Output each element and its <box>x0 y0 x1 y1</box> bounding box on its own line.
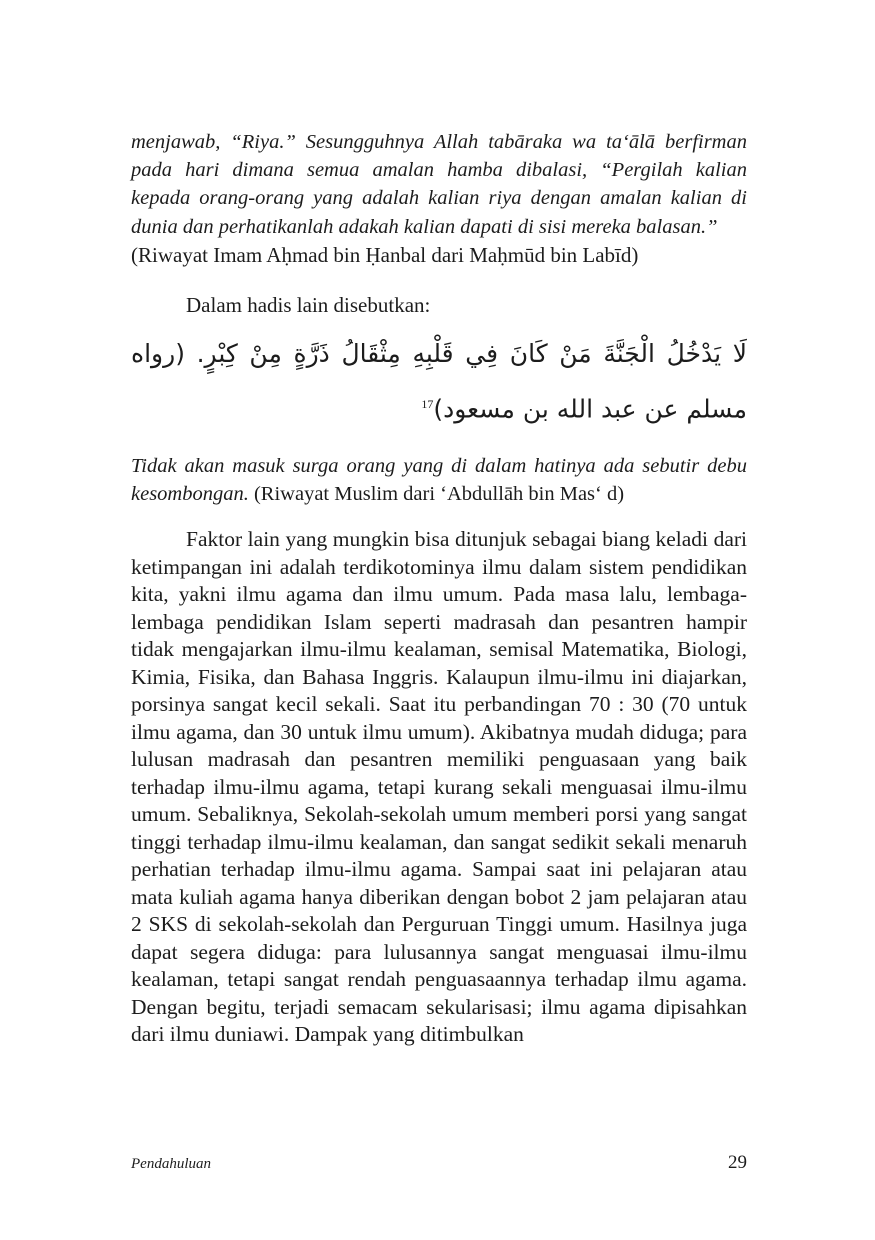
translation-italic: Tidak akan masuk surga orang yang di dalam hatinya ada sebutir debu kesombongan. <box>131 455 747 506</box>
intro-line: Dalam hadis lain disebutkan: <box>186 292 431 317</box>
running-title: Pendahuluan <box>131 1156 211 1172</box>
hadith-quote-italic: menjawab, “Riya.” Sesungguhnya Allah tabāraka wa ta‘ālā berfirman pada hari dimana semua amalan hamba dibalasi, “Pergilah kalian kepada orang-orang yang adalah kalian riya dengan amalan kalian di dunia dan perhatikanlah adakah kalian dapati di sisi mereka balasan.” <box>131 131 747 238</box>
translation-citation: (Riwayat Muslim dari ‘Abdullāh bin Mas‘ d) <box>248 483 625 506</box>
arabic-hadith-text: لَا يَدْخُلُ الْجَنَّةَ مَنْ كَانَ فِي قَلْبِهِ مِثْقَالُ ذَرَّةٍ مِنْ كِبْرٍ. (رواه مسلم عن عبد الله بن مسعود) <box>131 338 747 424</box>
arabic-hadith <box>131 329 747 434</box>
page-footer <box>131 1152 747 1174</box>
hadith-translation <box>131 452 747 508</box>
hadith-citation: (Riwayat Imam Aḥmad bin Ḥanbal dari Maḥmūd bin Labīd) <box>131 242 639 267</box>
body-paragraph: Faktor lain yang mungkin bisa ditunjuk sebagai biang keladi dari ketimpangan ini adalah terdikotominya ilmu dalam sistem pendidikan kita, yakni ilmu agama dan ilmu umum. Pada masa lalu, lembaga-lembaga pendidikan Islam seperti madrasah dan pesantren hampir tidak mengajarkan ilmu-ilmu kealaman, semisal Matematika, Biologi, Kimia, Fisika, dan Bahasa Inggris. Kalaupun ilmu-ilmu ini diajarkan, porsinya sangat kecil sekali. Saat itu perbandingan 70 : 30 (70 untuk ilmu agama, dan 30 untuk ilmu umum). Akibatnya mudah diduga; para lulusan madrasah dan pesantren memiliki penguasaan yang baik terhadap ilmu-ilmu agama, tetapi kurang sekali menguasai ilmu-ilmu umum. Sebaliknya, Sekolah-sekolah umum memberi porsi yang sangat tinggi terhadap ilmu-ilmu kealaman, dan sangat sedikit sekali menaruh perhatian terhadap ilmu-ilmu agama. Sampai saat ini pelajaran atau mata kuliah agama hanya diberikan dengan bobot 2 jam pelajaran atau 2 SKS di sekolah-sekolah dan Perguruan Tinggi umum. Hasilnya juga dapat segera diduga: para lulusannya sangat menguasai ilmu-ilmu kealaman, tetapi sangat rendah penguasaannya terhadap ilmu agama. Dengan begitu, terjadi semacam sekularisasi; ilmu agama dipisahkan dari ilmu duniawi. Dampak yang ditimbulkan <box>131 527 747 1047</box>
page-content <box>131 128 747 1049</box>
footnote-ref: 17 <box>421 396 434 411</box>
page-number: 29 <box>728 1152 747 1173</box>
